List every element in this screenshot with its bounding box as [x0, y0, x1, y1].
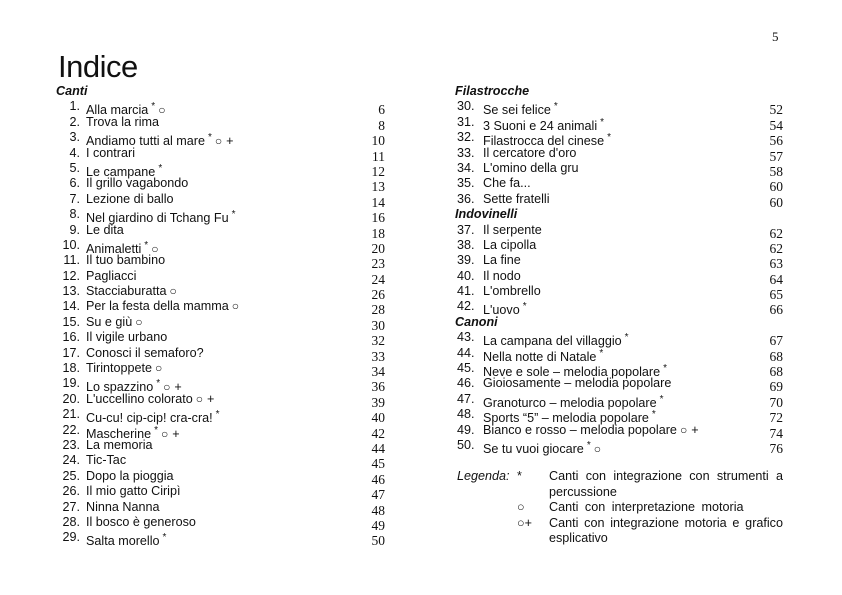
entry-number: 6. [69, 176, 80, 191]
index-entry [56, 222, 386, 241]
entry-title: Il bosco è generoso [86, 514, 196, 529]
entry-title-group [483, 438, 601, 457]
entry-page: 26 [371, 287, 385, 303]
entry-number: 9. [69, 222, 80, 237]
asterisk-mark: * [231, 209, 236, 221]
asterisk-mark: * [151, 101, 156, 113]
legend-item [457, 516, 783, 547]
entry-title-group [483, 176, 531, 191]
index-entry [56, 253, 386, 272]
entry-page: 57 [769, 148, 783, 164]
circle-mark: ○ [169, 284, 177, 299]
entry-page: 63 [769, 256, 783, 272]
entry-number: 33. [457, 145, 475, 160]
entry-page: 45 [371, 456, 385, 472]
entry-title-group [483, 284, 541, 299]
entry-title: Su e giù [86, 314, 133, 329]
entry-title: Per la festa della mamma [86, 299, 229, 314]
asterisk-mark: * [522, 301, 527, 313]
entry-number: 10. [62, 237, 80, 252]
circle-mark: ○ [135, 314, 143, 329]
plus-mark: + [174, 380, 182, 395]
entry-title: Il cercatore d'oro [483, 145, 577, 160]
index-entry [56, 376, 386, 395]
legend-symbol: ○+ [517, 515, 532, 530]
entry-title-group [86, 176, 188, 191]
asterisk-mark: * [162, 532, 167, 544]
index-entry [455, 191, 785, 210]
entry-page: 60 [769, 179, 783, 195]
index-entry [455, 130, 785, 149]
entry-page: 6 [378, 102, 385, 118]
entry-page: 42 [371, 425, 385, 441]
plus-mark: + [226, 134, 234, 149]
entry-page: 23 [371, 256, 385, 272]
entry-title: Alla marcia [86, 103, 149, 118]
entry-page: 62 [769, 225, 783, 241]
asterisk-mark: * [659, 393, 664, 405]
index-entry [455, 284, 785, 303]
index-entry [56, 160, 386, 179]
entry-number: 28. [62, 514, 80, 529]
entry-title: L'uovo [483, 303, 520, 318]
entry-page: 60 [769, 194, 783, 210]
entry-number: 8. [69, 207, 80, 222]
entry-number: 42. [457, 299, 475, 314]
asterisk-mark: * [156, 378, 161, 390]
index-entry [56, 361, 386, 380]
entry-page: 70 [769, 394, 783, 410]
entry-title: Animaletti [86, 241, 142, 256]
index-entry [56, 484, 386, 503]
entry-number: 18. [62, 361, 80, 376]
entry-page: 28 [371, 302, 385, 318]
index-entry [455, 299, 785, 318]
section-heading: Canoni [455, 314, 498, 329]
entry-number: 25. [62, 468, 80, 483]
entry-title-group [86, 469, 174, 484]
entry-title-group [483, 253, 521, 268]
entry-title: Neve e sole – melodia popolare [483, 365, 661, 380]
legend-text: Canti con integrazione con strumenti a percussione [549, 469, 783, 499]
index-entry [56, 191, 386, 210]
entry-number: 13. [62, 284, 80, 299]
entry-number: 27. [62, 499, 80, 514]
entry-page: 58 [769, 163, 783, 179]
entry-title: Conosci il semaforo? [86, 345, 204, 360]
entry-page: 12 [371, 163, 385, 179]
entry-number: 30. [457, 99, 475, 114]
entry-title: Il mio gatto Ciripì [86, 484, 181, 499]
entry-number: 44. [457, 345, 475, 360]
index-entry [56, 145, 386, 164]
index-entry [455, 376, 785, 395]
entry-number: 47. [457, 391, 475, 406]
entry-number: 36. [457, 191, 475, 206]
index-entry [56, 499, 386, 518]
entry-number: 20. [62, 391, 80, 406]
index-entry [455, 160, 785, 179]
index-entry [56, 207, 386, 226]
entry-page: 36 [371, 379, 385, 395]
entry-page: 13 [371, 179, 385, 195]
entry-title: Andiamo tutti al mare [86, 134, 205, 149]
entry-page: 32 [371, 333, 385, 349]
asterisk-mark: * [651, 409, 656, 421]
index-entry [56, 314, 386, 333]
entry-title-group [86, 500, 160, 515]
index-entry [56, 468, 386, 487]
entry-title-group [483, 192, 550, 207]
entry-number: 48. [457, 407, 475, 422]
entry-number: 11. [63, 253, 80, 268]
index-entry [56, 299, 386, 318]
index-entry [56, 284, 386, 303]
entry-title-group [483, 423, 699, 438]
entry-title: Il serpente [483, 222, 542, 237]
entry-title: Lo spazzino [86, 380, 154, 395]
entry-number: 22. [62, 422, 80, 437]
entry-title-group [483, 238, 536, 253]
entry-number: 41. [457, 284, 475, 299]
entry-number: 23. [62, 437, 80, 452]
index-left-column [56, 84, 386, 549]
entry-title: Dopo la pioggia [86, 468, 174, 483]
entry-page: 30 [371, 317, 385, 333]
index-entry [455, 222, 785, 241]
page-title: Indice [58, 49, 138, 84]
circle-mark: ○ [593, 441, 601, 456]
index-entry [455, 145, 785, 164]
entry-number: 15. [62, 314, 80, 329]
entry-number: 43. [457, 330, 475, 345]
entry-number: 14. [62, 299, 80, 314]
entry-title-group [86, 515, 196, 530]
entry-number: 2. [69, 114, 80, 129]
index-entry [56, 422, 386, 441]
entry-title: Stacciaburatta [86, 284, 167, 299]
index-entry [56, 530, 386, 549]
entry-page: 66 [769, 302, 783, 318]
entry-title-group [86, 146, 135, 161]
entry-title-group [483, 223, 542, 238]
entry-number: 21. [62, 407, 80, 422]
asterisk-mark: * [624, 332, 629, 344]
entry-page: 54 [769, 117, 783, 133]
entry-title: Le campane [86, 164, 156, 179]
asterisk-mark: * [586, 439, 591, 451]
entry-page: 50 [371, 533, 385, 549]
entry-page: 40 [371, 410, 385, 426]
entry-page: 16 [371, 210, 385, 226]
index-entry [56, 114, 386, 133]
entry-title-group [483, 376, 671, 391]
entry-title: Nella notte di Natale [483, 349, 597, 364]
circle-mark: ○ [161, 426, 169, 441]
entry-title-group [86, 223, 124, 238]
entry-number: 7. [69, 191, 80, 206]
entry-title: L'omino della gru [483, 160, 579, 175]
index-entry [56, 391, 386, 410]
entry-title: Cu-cu! cip-cip! cra-cra! [86, 411, 213, 426]
entry-title-group [86, 284, 177, 299]
entry-number: 16. [62, 330, 80, 345]
entry-page: 52 [769, 102, 783, 118]
entry-title: Salta morello [86, 534, 160, 549]
index-entry [455, 99, 785, 118]
section-heading: Indovinelli [455, 207, 518, 222]
legend-label: Legenda: [457, 469, 510, 483]
entry-title: La cipolla [483, 237, 537, 252]
entry-title-group [86, 115, 159, 130]
entry-title-group [86, 484, 180, 499]
entry-title-group [483, 146, 576, 161]
entry-title: L'ombrello [483, 284, 541, 299]
circle-mark: ○ [155, 361, 163, 376]
entry-title: Tirintoppete [86, 361, 153, 376]
legend-symbol: * [517, 469, 522, 483]
plus-mark: + [206, 391, 215, 406]
circle-mark: ○ [163, 380, 171, 395]
entry-title: Che fa... [483, 176, 531, 191]
entry-page: 14 [371, 194, 385, 210]
entry-title-group [86, 453, 126, 468]
legend-text: Canti con interpretazione motoria [549, 500, 744, 514]
entry-title: Sette fratelli [483, 191, 550, 206]
entry-page: 24 [371, 271, 385, 287]
asterisk-mark: * [607, 132, 611, 144]
entry-title: Il grillo vagabondo [86, 176, 189, 191]
entry-number: 49. [457, 422, 475, 437]
entry-title: La campana del villaggio [483, 334, 622, 349]
entry-number: 35. [457, 176, 475, 191]
index-entry [56, 99, 386, 118]
index-entry [56, 453, 386, 472]
index-entry [455, 422, 785, 441]
entry-number: 5. [69, 160, 80, 175]
entry-page: 72 [769, 410, 783, 426]
entry-page: 64 [769, 271, 783, 287]
section-heading: Canti [56, 84, 88, 98]
index-entry [455, 237, 785, 256]
entry-title: Filastrocca del cinese [483, 134, 605, 149]
asterisk-mark: * [154, 424, 159, 436]
index-entry [56, 407, 386, 426]
entry-number: 50. [457, 437, 475, 452]
index-entry [455, 330, 785, 349]
entry-title: Il tuo bambino [86, 253, 166, 268]
entry-page: 10 [371, 133, 385, 149]
circle-mark: ○ [231, 299, 240, 314]
entry-title-group [86, 438, 153, 453]
index-entry [455, 268, 785, 287]
asterisk-mark: * [208, 132, 212, 144]
entry-title-group [86, 530, 166, 549]
asterisk-mark: * [144, 239, 149, 251]
entry-number: 19. [62, 376, 80, 391]
entry-title-group [86, 299, 239, 314]
entry-page: 39 [371, 394, 385, 410]
entry-title: I contrari [86, 145, 135, 160]
entry-title-group [86, 269, 136, 284]
entry-number: 31. [457, 114, 475, 129]
entry-number: 34. [457, 160, 475, 175]
index-entry [455, 345, 785, 364]
entry-title: La fine [483, 253, 521, 268]
circle-mark: ○ [679, 422, 688, 437]
entry-page: 68 [769, 348, 783, 364]
entry-page: 48 [371, 502, 385, 518]
entry-number: 1. [69, 99, 80, 114]
circle-mark: ○ [158, 103, 166, 118]
entry-page: 65 [769, 287, 783, 303]
legend-item [457, 500, 783, 516]
entry-number: 37. [457, 222, 475, 237]
entry-page: 74 [769, 425, 783, 441]
index-entry [56, 345, 386, 364]
entry-title: Pagliacci [86, 268, 137, 283]
entry-number: 32. [457, 130, 475, 145]
entry-page: 47 [371, 487, 385, 503]
entry-number: 29. [62, 530, 80, 545]
entry-title: Gioiosamente – melodia popolare [483, 376, 672, 391]
asterisk-mark: * [215, 409, 220, 421]
index-entry [455, 407, 785, 426]
asterisk-mark: * [599, 347, 604, 359]
entry-title-group [86, 192, 174, 207]
entry-title: Il vigile urbano [86, 330, 168, 345]
legend-symbol: ○ [517, 500, 525, 514]
entry-page: 44 [371, 440, 385, 456]
index-entry [455, 361, 785, 380]
entry-page: 49 [371, 517, 385, 533]
entry-number: 45. [457, 361, 475, 376]
index-entry [56, 176, 386, 195]
entry-page: 67 [769, 333, 783, 349]
index-entry [455, 391, 785, 410]
asterisk-mark: * [663, 363, 668, 375]
entry-title: Nel giardino di Tchang Fu [86, 211, 229, 226]
index-right-column [455, 84, 785, 456]
entry-title-group [86, 346, 204, 361]
legend-item [457, 469, 783, 500]
entry-title-group [483, 269, 521, 284]
index-entry [56, 437, 386, 456]
entry-page: 56 [769, 133, 783, 149]
entry-number: 26. [62, 484, 80, 499]
entry-title: Bianco e rosso – melodia popolare [483, 422, 677, 437]
index-entry [56, 514, 386, 533]
index-entry [455, 114, 785, 133]
entry-page: 68 [769, 364, 783, 380]
entry-page: 8 [378, 117, 385, 133]
entry-number: 46. [457, 376, 475, 391]
entry-page: 76 [769, 440, 783, 456]
entry-title: 3 Suoni e 24 animali [483, 118, 598, 133]
page-number: 5 [772, 29, 779, 44]
index-entry [455, 437, 785, 456]
entry-page: 69 [769, 379, 783, 395]
asterisk-mark: * [553, 101, 558, 113]
entry-title-group [86, 330, 167, 345]
entry-title-group [483, 161, 579, 176]
entry-number: 40. [457, 268, 475, 283]
legend-text: Canti con integrazione motoria e grafico esplicativo [549, 515, 783, 545]
entry-title: Mascherine [86, 426, 152, 441]
index-entry [455, 253, 785, 272]
plus-mark: + [172, 426, 180, 441]
entry-title: L'uccellino colorato [86, 391, 193, 406]
circle-mark: ○ [214, 134, 223, 149]
entry-title-group [86, 315, 142, 330]
circle-mark: ○ [151, 241, 159, 256]
entry-title-group [86, 392, 214, 407]
index-entry [455, 176, 785, 195]
entry-title: Granoturco – melodia popolare [483, 395, 657, 410]
entry-number: 3. [69, 130, 80, 145]
entry-title: La memoria [86, 437, 153, 452]
entry-page: 20 [371, 240, 385, 256]
entry-title: Sports “5” – melodia popolare [483, 411, 649, 426]
index-entry [56, 130, 386, 149]
entry-title-group [86, 361, 162, 376]
entry-title: Trova la rima [86, 114, 160, 129]
entry-title: Tic-Tac [86, 453, 127, 468]
entry-number: 12. [62, 268, 80, 283]
entry-title: Le dita [86, 222, 124, 237]
entry-number: 4. [69, 145, 80, 160]
legend [457, 469, 783, 547]
entry-page: 46 [371, 471, 385, 487]
asterisk-mark: * [158, 162, 163, 174]
section-heading: Filastrocche [455, 84, 530, 98]
entry-number: 39. [457, 253, 475, 268]
entry-title: Lezione di ballo [86, 191, 174, 206]
entry-number: 17. [62, 345, 80, 360]
entry-page: 34 [371, 364, 385, 380]
index-entry [56, 268, 386, 287]
plus-mark: + [691, 422, 699, 437]
entry-page: 33 [371, 348, 385, 364]
circle-mark: ○ [195, 391, 203, 406]
entry-page: 18 [371, 225, 385, 241]
entry-number: 38. [457, 237, 475, 252]
entry-title: Il nodo [483, 268, 521, 283]
entry-title: Ninna Nanna [86, 499, 160, 514]
asterisk-mark: * [600, 116, 605, 128]
entry-title: Se sei felice [483, 103, 551, 118]
index-entry [56, 237, 386, 256]
index-entry [56, 330, 386, 349]
entry-page: 11 [372, 148, 385, 164]
entry-page: 62 [769, 240, 783, 256]
entry-title-group [86, 253, 165, 268]
entry-title: Se tu vuoi giocare [483, 441, 584, 456]
entry-number: 24. [62, 453, 80, 468]
